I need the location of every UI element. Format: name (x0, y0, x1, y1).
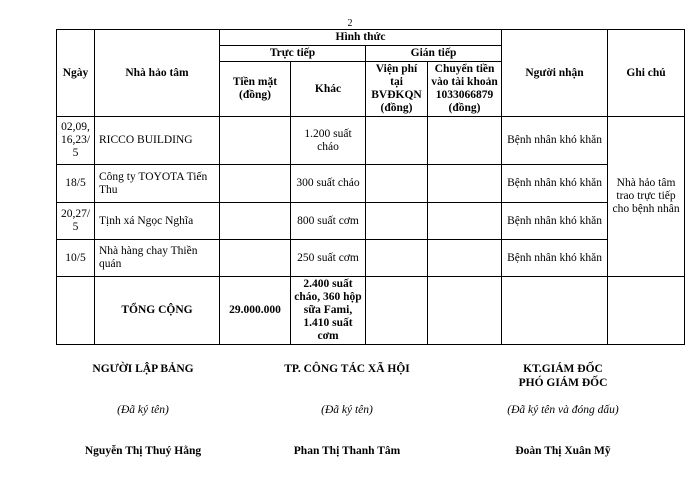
cell-empty (608, 277, 685, 345)
cell-empty (57, 277, 95, 345)
signature-block-preparer (38, 362, 248, 458)
header-nha-hao-tam: Nhà hảo tâm (95, 30, 220, 117)
total-label: TỔNG CỘNG (95, 277, 220, 345)
signature-note: (Đã ký tên) (321, 404, 373, 416)
cell-ghi-chu-merged: Nhà hảo tâm trao trực tiếp cho bệnh nhân (608, 117, 685, 277)
donation-table (56, 29, 685, 345)
header-khac: Khác (291, 62, 366, 117)
cell-chuyen-tien (428, 240, 502, 277)
table-row (57, 240, 685, 277)
header-chuyen-tien: Chuyển tiền vào tài khoản 1033066879 (đồng) (428, 62, 502, 117)
header-truc-tiep: Trực tiếp (220, 46, 366, 62)
cell-nguoi-nhan: Bệnh nhân khó khăn (502, 203, 608, 240)
cell-tien-mat (220, 203, 291, 240)
header-gian-tiep: Gián tiếp (366, 46, 502, 62)
signature-name: Nguyễn Thị Thuý Hằng (84, 445, 202, 457)
table-row (57, 203, 685, 240)
table-row (57, 117, 685, 165)
cell-ngay: 10/5 (57, 240, 95, 277)
signature-note: (Đã ký tên) (117, 404, 169, 416)
cell-empty (428, 277, 502, 345)
page-number: 2 (347, 18, 353, 29)
cell-khac: 300 suất cháo (291, 165, 366, 203)
cell-empty (502, 277, 608, 345)
header-tien-mat: Tiền mặt (đồng) (220, 62, 291, 117)
table-row (57, 165, 685, 203)
cell-vien-phi (366, 117, 428, 165)
signature-title: KT.GIÁM ĐỐC (523, 363, 603, 375)
cell-nha-hao-tam: Tịnh xá Ngọc Nghĩa (95, 203, 220, 240)
cell-khac: 1.200 suất cháo (291, 117, 366, 165)
cell-tien-mat (220, 240, 291, 277)
signature-note: (Đã ký tên và đóng dấu) (507, 404, 619, 416)
cell-vien-phi (366, 165, 428, 203)
total-row (57, 277, 685, 345)
header-nguoi-nhan: Người nhận (502, 30, 608, 117)
cell-nguoi-nhan: Bệnh nhân khó khăn (502, 165, 608, 203)
header-ghi-chu: Ghi chú (608, 30, 685, 117)
cell-nha-hao-tam: Công ty TOYOTA Tiến Thu (95, 165, 220, 203)
signature-block-director (458, 362, 668, 458)
signature-title: NGƯỜI LẬP BẢNG (92, 363, 194, 375)
signature-block-social-work (242, 362, 452, 458)
cell-vien-phi (366, 203, 428, 240)
cell-chuyen-tien (428, 165, 502, 203)
signature-name: Đoàn Thị Xuân Mỹ (515, 445, 611, 457)
cell-chuyen-tien (428, 117, 502, 165)
cell-empty (366, 277, 428, 345)
cell-nha-hao-tam: RICCO BUILDING (95, 117, 220, 165)
header-row-1 (57, 30, 685, 46)
total-khac: 2.400 suất cháo, 360 hộp sữa Fami, 1.410 suất cơm (291, 277, 366, 345)
header-ngay: Ngày (57, 30, 95, 117)
cell-tien-mat (220, 165, 291, 203)
cell-ngay: 18/5 (57, 165, 95, 203)
signature-name: Phan Thị Thanh Tâm (293, 445, 401, 457)
cell-nguoi-nhan: Bệnh nhân khó khăn (502, 117, 608, 165)
cell-khac: 250 suất cơm (291, 240, 366, 277)
cell-nha-hao-tam: Nhà hàng chay Thiền quán (95, 240, 220, 277)
cell-khac: 800 suất cơm (291, 203, 366, 240)
cell-ngay: 20,27/ 5 (57, 203, 95, 240)
total-tien-mat: 29.000.000 (220, 277, 291, 345)
cell-chuyen-tien (428, 203, 502, 240)
cell-nguoi-nhan: Bệnh nhân khó khăn (502, 240, 608, 277)
header-hinh-thuc: Hình thức (220, 30, 502, 46)
cell-vien-phi (366, 240, 428, 277)
cell-ngay: 02,09, 16,23/ 5 (57, 117, 95, 165)
signature-title: TP. CÔNG TÁC XÃ HỘI (284, 363, 410, 375)
signature-title-2: PHÓ GIÁM ĐỐC (518, 377, 608, 389)
cell-tien-mat (220, 117, 291, 165)
header-vien-phi: Viện phí tại BVĐKQN (đồng) (366, 62, 428, 117)
